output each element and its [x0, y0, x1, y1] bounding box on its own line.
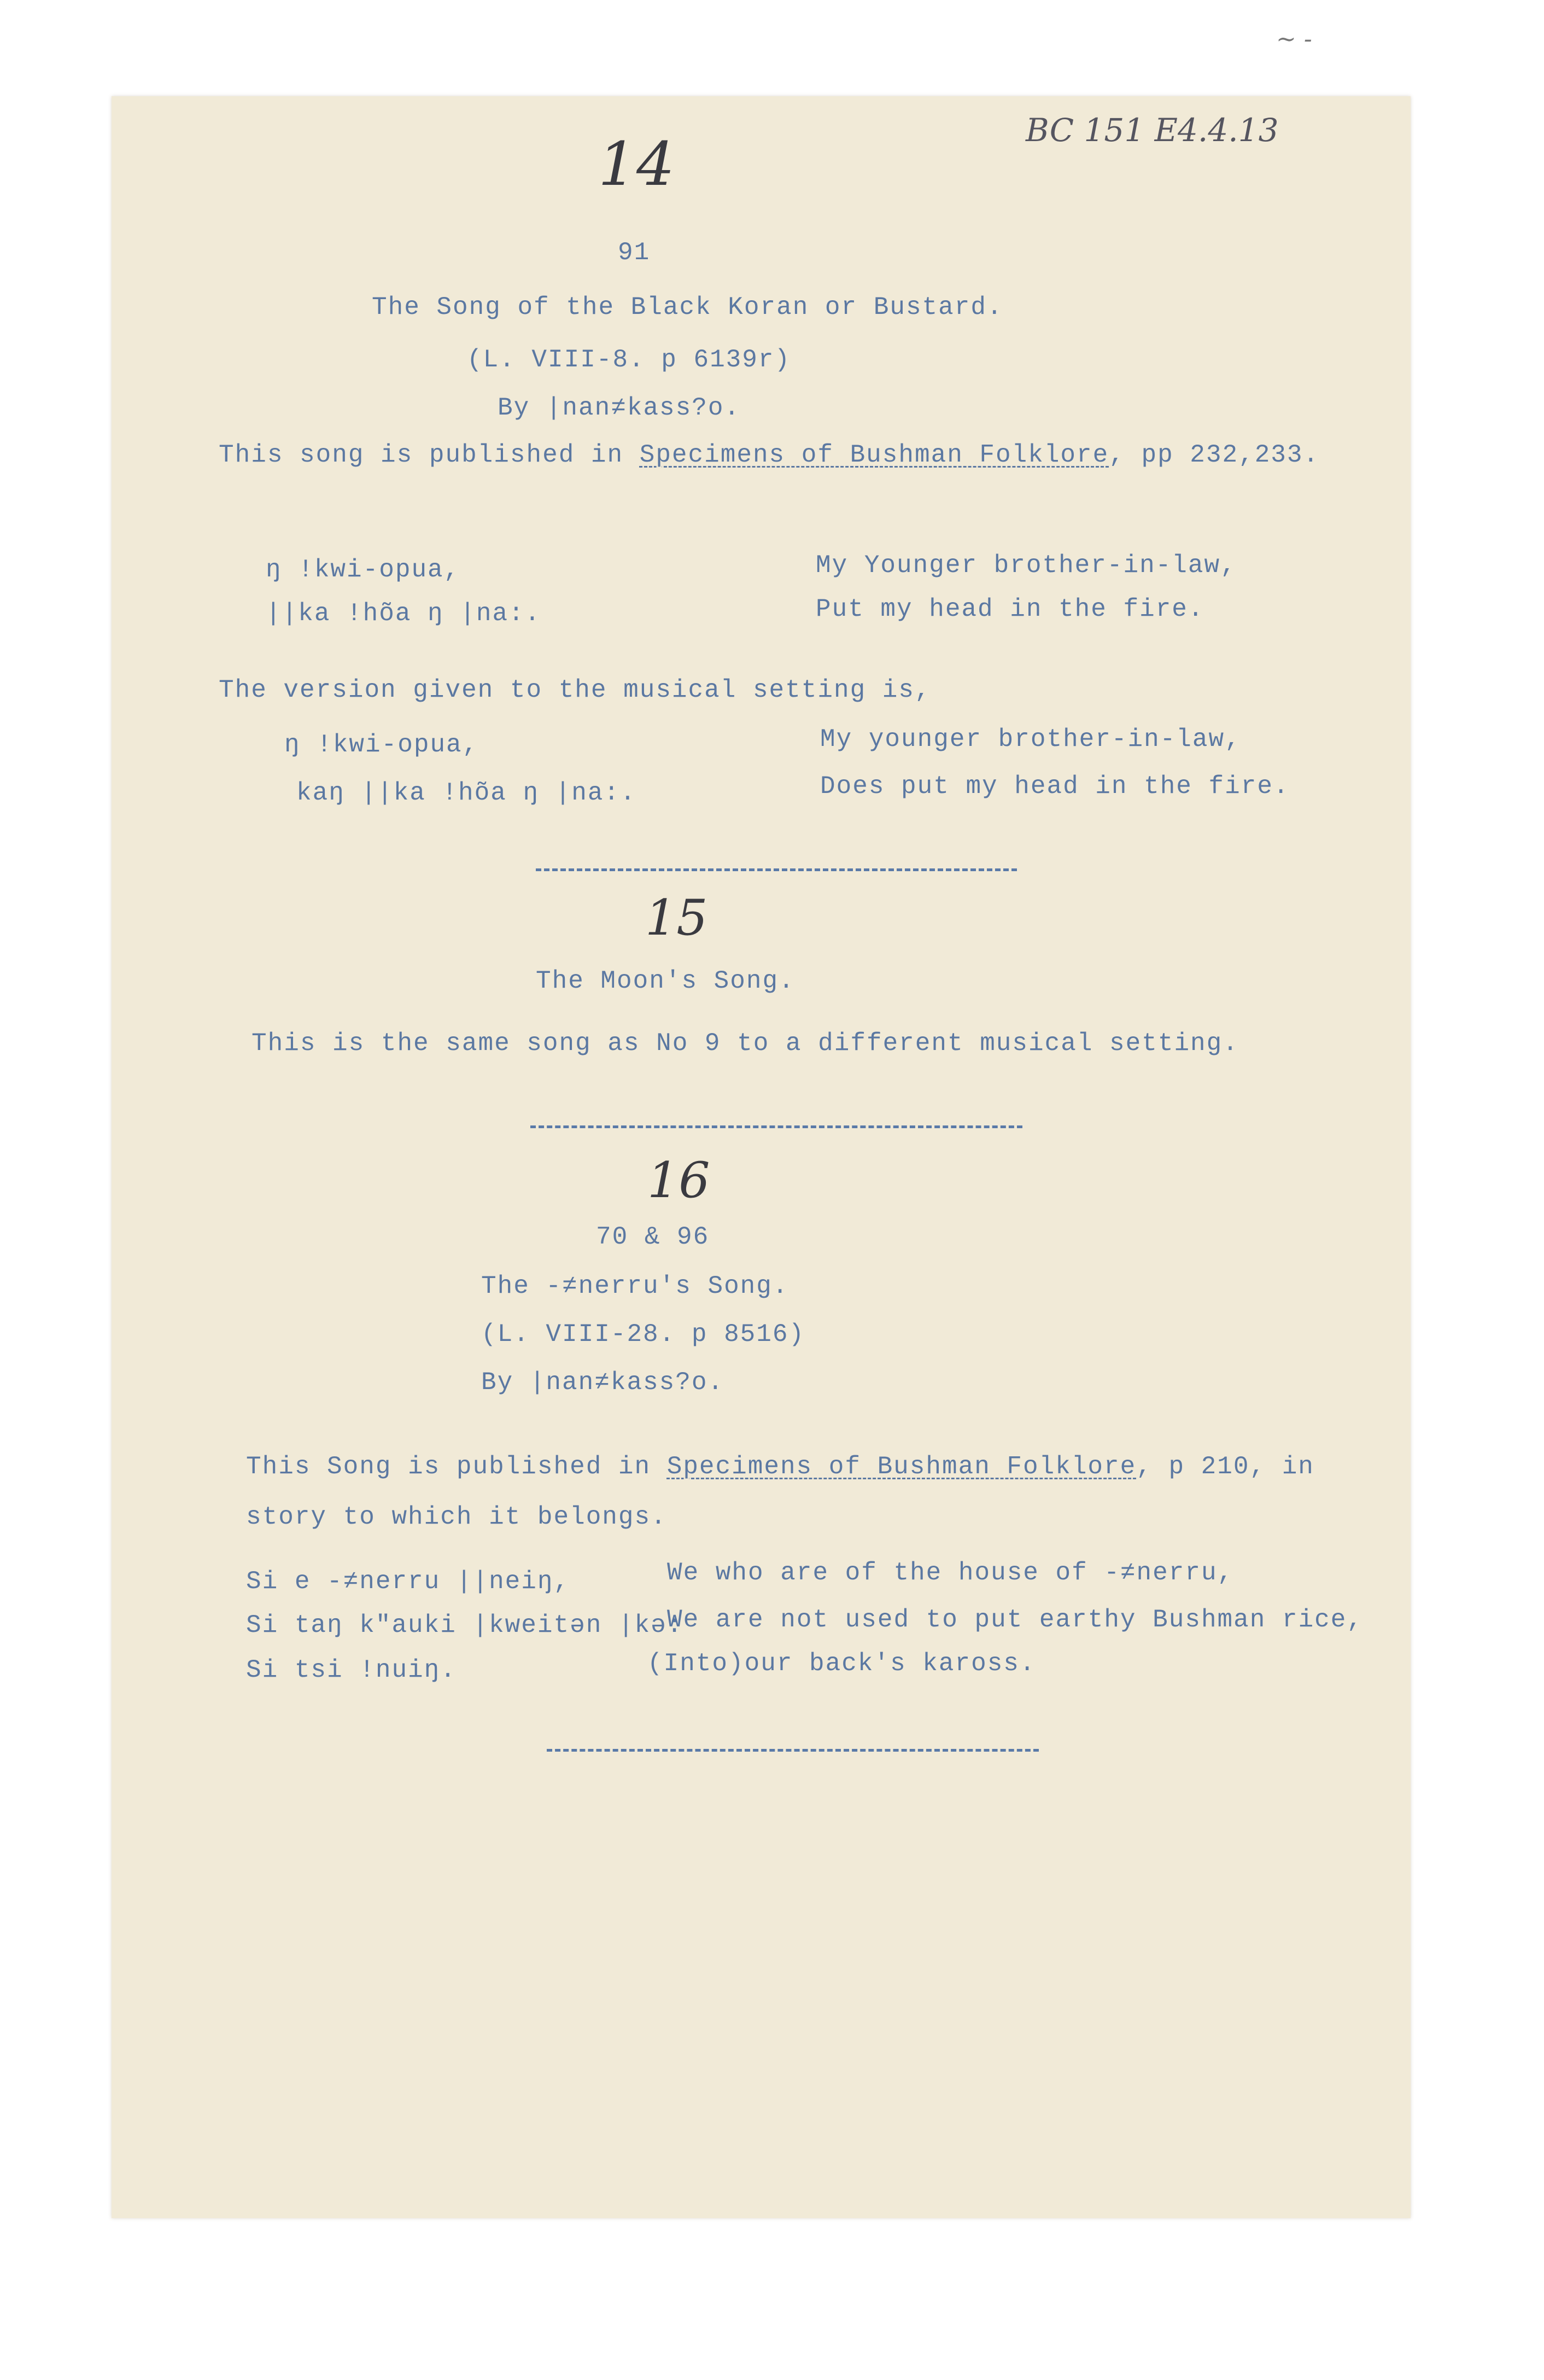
song-number-16: 16 — [647, 1152, 710, 1209]
publication-note-line2: story to which it belongs. — [246, 1503, 667, 1531]
verse-line2-original: Si taŋ k"auki |kweitən |kə: — [246, 1611, 683, 1640]
section-divider — [547, 1749, 1039, 1752]
verse-line3-translation: (Into)our back's kaross. — [647, 1649, 1036, 1678]
verse-line1-translation: We who are of the house of -≠nerru, — [667, 1559, 1234, 1587]
narrator-line: By |nan≠kass?o. — [498, 394, 741, 422]
publication-suffix: , p 210, in — [1136, 1452, 1314, 1481]
verse-line3-original: Si tsi !nuiŋ. — [246, 1656, 457, 1684]
publication-suffix: , pp 232,233. — [1109, 441, 1320, 469]
verse1-line2-original: ||ka !hõa ŋ |na:. — [266, 599, 541, 628]
song-number-14: 14 — [598, 129, 675, 199]
publication-title: Specimens of Bushman Folklore — [666, 1452, 1137, 1481]
song-note: This is the same song as No 9 to a different musical setting. — [252, 1029, 1239, 1058]
publication-title: Specimens of Bushman Folklore — [639, 441, 1109, 469]
verse2-line2-original: kaŋ ||ka !hõa ŋ |na:. — [296, 779, 636, 807]
publication-note — [246, 1452, 1314, 1481]
typescript-page — [112, 25, 1411, 2218]
verse2-line2-translation: Does put my head in the fire. — [820, 772, 1290, 801]
verse1-line2-translation: Put my head in the fire. — [816, 595, 1204, 623]
verse-line2-translation: We are not used to put earthy Bushman rice, — [667, 1606, 1363, 1634]
song-title: The Moon's Song. — [536, 967, 795, 995]
publication-prefix: This song is published in — [219, 441, 640, 469]
page-reference: 70 & 96 — [596, 1223, 710, 1251]
song-title: The Song of the Black Koran or Bustard. — [372, 293, 1003, 322]
section-divider — [530, 1125, 1022, 1128]
publication-prefix: This Song is published in — [246, 1452, 667, 1481]
verse1-line1-translation: My Younger brother-in-law, — [816, 551, 1237, 580]
verse2-line1-translation: My younger brother-in-law, — [820, 725, 1241, 754]
manuscript-reference: (L. VIII-28. p 8516) — [481, 1320, 805, 1349]
song-title: The -≠nerru's Song. — [481, 1272, 789, 1300]
section-divider — [536, 868, 1017, 871]
page-reference: 91 — [618, 238, 651, 267]
version-line: The version given to the musical setting is, — [219, 676, 931, 704]
manuscript-reference: (L. VIII-8. p 6139r) — [467, 346, 791, 374]
narrator-line: By |nan≠kass?o. — [481, 1368, 724, 1397]
publication-note — [219, 441, 1319, 469]
archive-reference: BC 151 E4.4.13 — [1026, 112, 1279, 149]
verse2-line1-original: ŋ !kwi-opua, — [284, 731, 479, 759]
verse1-line1-original: ŋ !kwi-opua, — [266, 556, 460, 584]
corner-mark: ~ - — [1276, 25, 1312, 53]
verse-line1-original: Si e -≠nerru ||neiŋ, — [246, 1567, 570, 1596]
song-number-15: 15 — [645, 889, 708, 947]
